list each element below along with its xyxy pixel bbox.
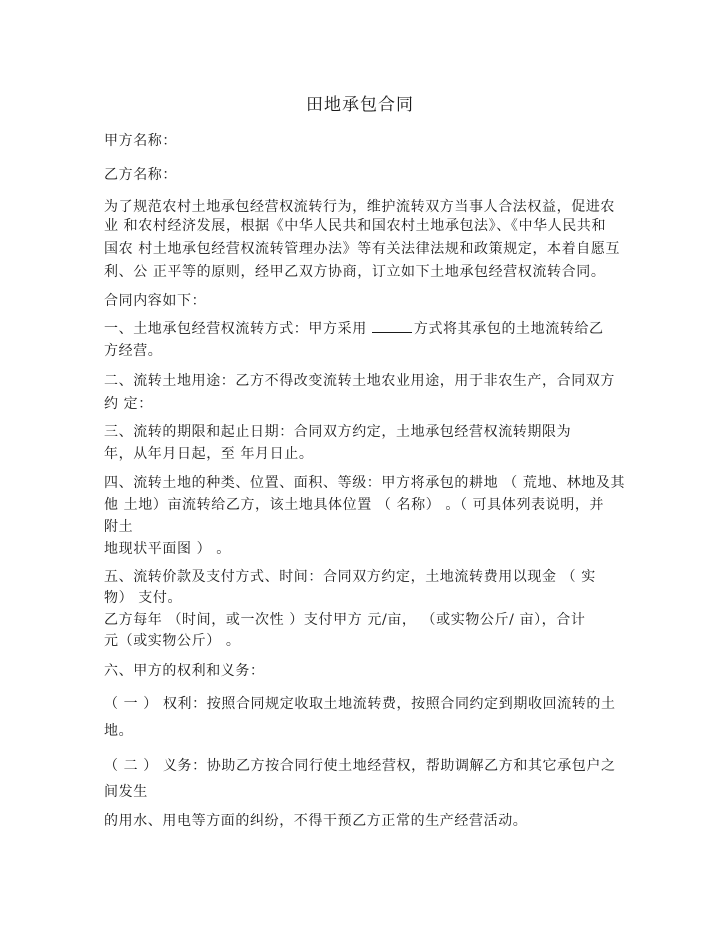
clause-5-line: 乙方每年 （时间，或一次性 ）支付甲方 元/亩， （或实物公斤/ 亩），合计 bbox=[104, 612, 586, 628]
document-title: 田地承包合同 bbox=[306, 95, 414, 115]
clause-5-line: 五、流转价款及支付方式、时间：合同双方约定，土地流转费用以现金 （ 实 bbox=[104, 569, 596, 585]
party-b-label: 乙方名称： bbox=[104, 167, 177, 183]
intro-line: 国农 村土地承包经营权流转管理办法》等有关法律法规和政策规定，本着自愿互 bbox=[104, 241, 621, 257]
clause-1-text: 一、土地承包经营权流转方式：甲方采用 bbox=[104, 321, 372, 337]
clause-6-1-line: 地。 bbox=[104, 723, 134, 739]
clause-6-2-line: （ 二 ） 义务：协助乙方按合同行使土地经营权，帮助调解乙方和其它承包户之 bbox=[104, 758, 616, 774]
clause-4-line: 附土 bbox=[104, 519, 134, 535]
clause-3-line: 年，从年月日起，至 年月日止。 bbox=[104, 446, 314, 462]
clause-5-line: 物） 支付。 bbox=[104, 590, 183, 606]
clause-6-heading: 六、甲方的权利和义务： bbox=[104, 663, 265, 679]
intro-line: 为了规范农村土地承包经营权流转行为，维护流转双方当事人合法权益，促进农 bbox=[104, 199, 615, 215]
clause-1-line: 方经营。 bbox=[104, 343, 163, 359]
clause-1-line bbox=[104, 318, 604, 338]
contract-heading: 合同内容如下： bbox=[104, 293, 207, 309]
clause-2-line: 约 定： bbox=[104, 396, 153, 412]
clause-4-line: 地现状平面图 ） 。 bbox=[104, 541, 231, 557]
clause-3-line: 三、流转的期限和起止日期：合同双方约定，土地承包经营权流转期限为 bbox=[104, 424, 572, 440]
intro-line: 利、公 正平等的原则，经甲乙双方协商，订立如下土地承包经营权流转合同。 bbox=[104, 264, 606, 280]
clause-1-text: 方式将其承包的土地流转给乙 bbox=[413, 321, 604, 337]
clause-6-1-line: （ 一 ） 权利：按照合同规定收取土地流转费，按照合同约定到期收回流转的土 bbox=[104, 696, 616, 712]
clause-6-2-line: 间发生 bbox=[104, 784, 148, 800]
clause-4-line: 他 土地）亩流转给乙方，该土地具体位置 （ 名称） 。（ 可具体列表说明，并 bbox=[104, 497, 605, 513]
clause-5-line: 元（或实物公斤） 。 bbox=[104, 633, 241, 649]
intro-line: 业 和农村经济发展，根据《中华人民共和国农村土地承包法》、《中华人民共和 bbox=[104, 218, 607, 234]
clause-2-line: 二、流转土地用途：乙方不得改变流转土地农业用途，用于非农生产，合同双方 bbox=[104, 373, 615, 389]
clause-4-line: 四、流转土地的种类、位置、面积、等级：甲方将承包的耕地 （ 荒地、林地及其 bbox=[104, 475, 626, 491]
fill-in-blank bbox=[372, 320, 412, 333]
party-a-label: 甲方名称： bbox=[104, 133, 177, 149]
clause-6-2-line: 的用水、用电等方面的纠纷，不得干预乙方正常的生产经营活动。 bbox=[104, 813, 528, 829]
